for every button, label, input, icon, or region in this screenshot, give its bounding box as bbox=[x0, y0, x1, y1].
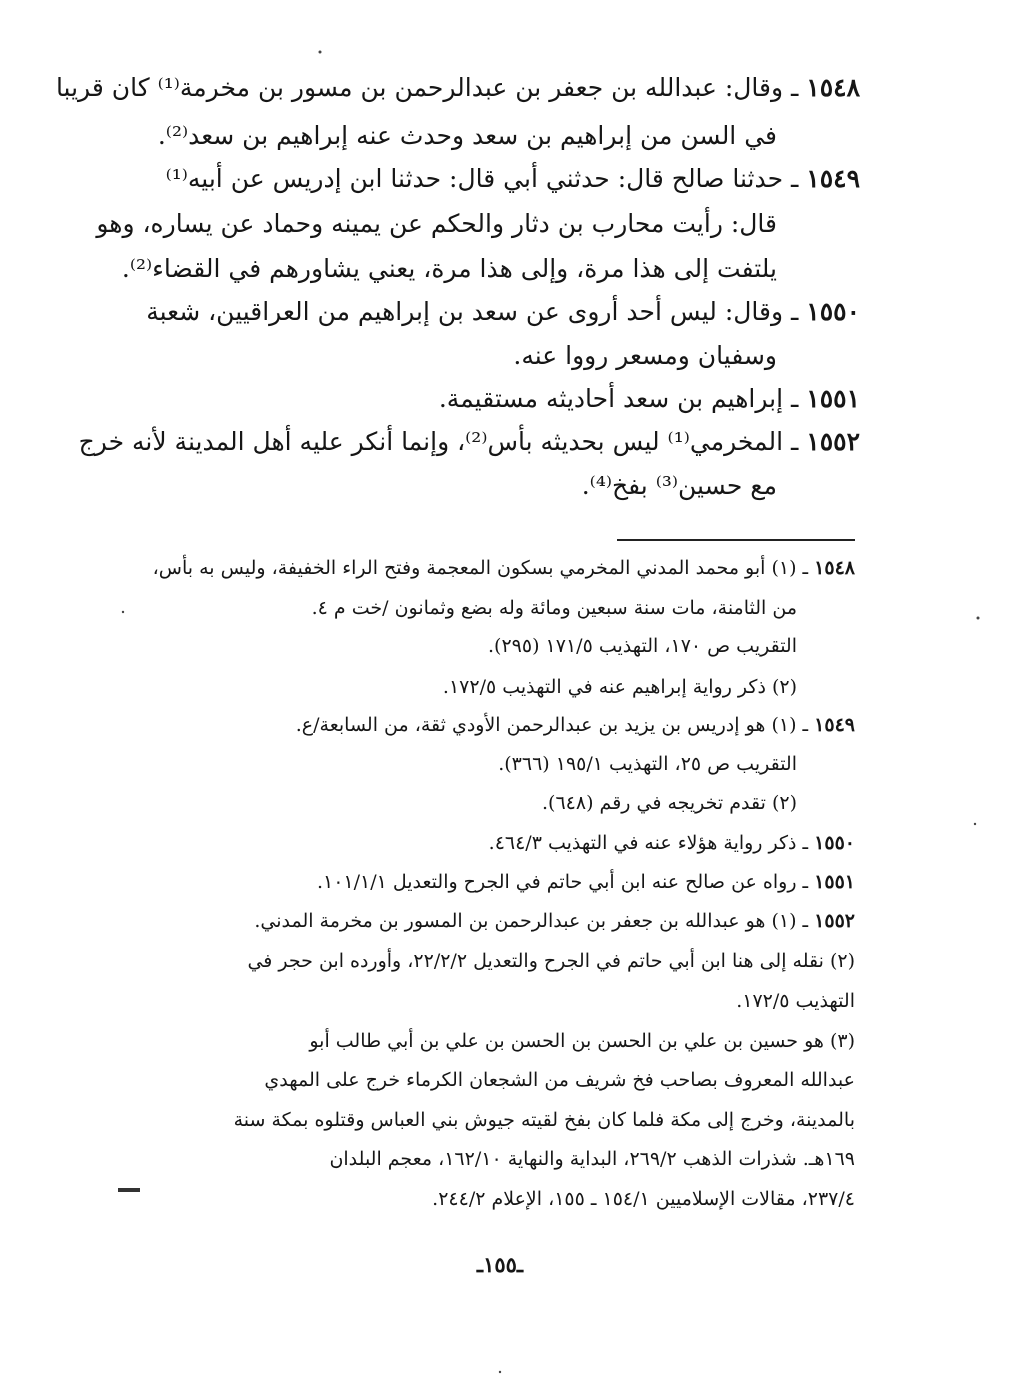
entry-text: ـ وقال: عبدالله بن جعفر بن عبدالرحمن بن مسور بن مخرمة⁽¹⁾ كان قريبا bbox=[55, 73, 799, 102]
entry-number: ١٥٥١ bbox=[806, 384, 860, 413]
footnote-number: ١٥٤٨ bbox=[814, 557, 855, 579]
entry-1549-line-3: يلتفت إلى هذا مرة، وإلى هذا مرة، يعني يشاورهم في القضاء⁽²⁾. bbox=[121, 254, 777, 283]
speck bbox=[319, 51, 322, 54]
entry-number: ١٥٤٨ bbox=[806, 73, 860, 102]
speck bbox=[977, 617, 980, 620]
footnote-1552-line-7: ١٦٩هـ. شذرات الذهب ٢٦٩/٢، البداية والنهاية ١٦٢/١٠، معجم البلدان bbox=[329, 1148, 855, 1170]
footnote-1548-line-2: من الثامنة، مات سنة سبعين ومائة وله بضع وثمانون /خت م ٤. bbox=[311, 597, 797, 619]
footnote-1548-line-4: (٢) ذكر رواية إبراهيم عنه في التهذيب ١٧٢/٥. bbox=[442, 676, 797, 698]
footnote-1549-line-2: التقريب ص ٢٥، التهذيب ١٩٥/١ (٣٦٦). bbox=[498, 753, 797, 775]
margin-mark bbox=[118, 1188, 140, 1192]
footnote-text: ـ رواه عن صالح عنه ابن أبي حاتم في الجرح والتعديل ١٠١/١/١. bbox=[316, 871, 809, 893]
footnote-text: ـ ذكر رواية هؤلاء عنه في التهذيب ٤٦٤/٣. bbox=[488, 832, 809, 854]
footnote-1549-line-3: (٢) تقدم تخريجه في رقم (٦٤٨). bbox=[542, 792, 797, 814]
footnote-1552-line-5: عبدالله المعروف بصاحب فخ شريف من الشجعان الكرماء خرج على المهدي bbox=[264, 1069, 855, 1091]
footnote-1552-line-8: ٢٣٧/٤، مقالات الإسلاميين ١٥٤/١ ـ ١٥٥، الإعلام ٢٤٤/٢. bbox=[432, 1188, 855, 1210]
footnote-text: ـ (١) هو عبدالله بن جعفر بن عبدالرحمن بن المسور بن مخرمة المدني. bbox=[254, 910, 809, 932]
footnote-number: ١٥٤٩ bbox=[814, 714, 855, 736]
footnote-1552-line-6: بالمدينة، وخرج إلى مكة فلما كان بفخ لقيته جيوش بني العباس وقتلوه بمكة سنة bbox=[233, 1109, 855, 1131]
footnote-1548-line-3: التقريب ص ١٧٠، التهذيب ١٧١/٥ (٢٩٥). bbox=[488, 635, 797, 657]
entry-text: ـ إبراهيم بن سعد أحاديثه مستقيمة. bbox=[438, 384, 799, 413]
footnote-number: ١٥٥٢ bbox=[814, 910, 855, 932]
page-number: ـ١٥٥ـ bbox=[476, 1252, 524, 1277]
entry-text: ـ حدثنا صالح قال: حدثني أبي قال: حدثنا ابن إدريس عن أبيه⁽¹⁾ bbox=[165, 164, 799, 193]
speck bbox=[974, 823, 976, 825]
footnote-1552-line-4: (٣) هو حسين بن علي بن الحسن بن الحسن بن علي بن أبي طالب أبو bbox=[309, 1030, 855, 1052]
entry-text: ـ وقال: ليس أحد أروى عن سعد بن إبراهيم من العراقيين، شعبة bbox=[146, 297, 799, 326]
speck bbox=[499, 1371, 501, 1373]
entry-1549-line-2: قال: رأيت محارب بن دثار والحكم عن يمينه وحماد عن يساره، وهو bbox=[96, 209, 777, 238]
footnote-number: ١٥٥٠ bbox=[814, 832, 855, 854]
entry-1548-line-2: في السن من إبراهيم بن سعد وحدث عنه إبراهيم بن سعد⁽²⁾. bbox=[157, 121, 777, 150]
speck bbox=[122, 611, 124, 613]
entry-text: ـ المخرمي⁽¹⁾ ليس بحديثه بأس⁽²⁾، وإنما أنكر عليه أهل المدينة لأنه خرج bbox=[78, 427, 799, 456]
footnote-1552-line-3: التهذيب ١٧٢/٥. bbox=[736, 990, 855, 1012]
entry-number: ١٥٥٢ bbox=[806, 427, 860, 456]
entry-1550-line-2: وسفيان ومسعر رووا عنه. bbox=[513, 341, 777, 370]
footnote-text: ـ (١) أبو محمد المدني المخرمي بسكون المعجمة وفتح الراء الخفيفة، وليس به بأس، bbox=[152, 557, 809, 579]
footnote-number: ١٥٥١ bbox=[814, 871, 855, 893]
footnote-1552-line-2: (٢) نقله إلى هنا ابن أبي حاتم في الجرح والتعديل ٢٢/٢/٢، وأورده ابن حجر في bbox=[247, 950, 855, 972]
entry-1552-line-2: مع حسين⁽³⁾ بفخ⁽⁴⁾. bbox=[581, 471, 777, 500]
footnote-text: ـ (١) هو إدريس بن يزيد بن عبدالرحمن الأودي ثقة، من السابعة/ع. bbox=[295, 714, 809, 736]
entry-number: ١٥٥٠ bbox=[806, 297, 860, 326]
entry-number: ١٥٤٩ bbox=[806, 164, 860, 193]
